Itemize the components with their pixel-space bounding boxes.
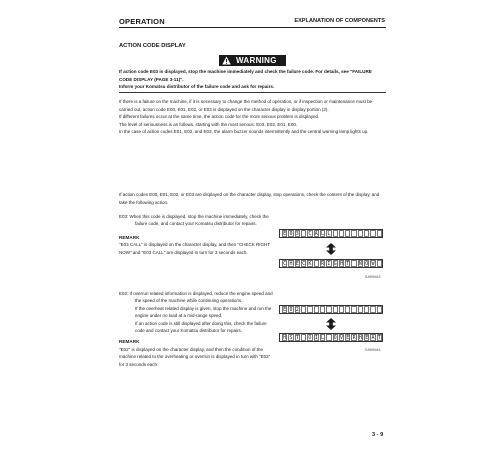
lcd-cell [377,230,382,236]
e03-lcd-top [279,229,383,238]
lcd-cell [358,230,363,236]
lcd-cell: L [321,231,325,238]
lcd-cell: L [327,231,331,238]
warning-triangle-icon [222,56,231,65]
intro-paragraph [119,98,386,136]
lcd-cell [301,306,306,312]
e02-line-1: If overrun related information is displayed, reduce the engine speed and the speed of the machine while continuing operations. [129,291,273,304]
lcd-cell: K [308,261,312,268]
e02-remark: "E02" is displayed on the character display, and then the condition of the machine related to the overheating or overrun is displayed in turn with "E02" for 3 seconds each. [119,346,271,367]
lcd-cell: A [314,231,318,238]
lcd-cell [333,230,338,236]
lcd-cell [377,306,382,312]
lcd-cell: O [308,335,312,342]
lcd-cell [301,334,306,340]
lcd-cell: 3 [295,231,299,238]
lcd-cell: H [358,335,362,342]
lcd-cell: R [321,261,325,268]
lcd-cell [339,306,344,312]
lcd-cell [326,306,331,312]
lcd-cell: E [365,335,369,342]
warning-banner [219,55,286,66]
lcd-cell: L [321,335,325,342]
lcd-cell: T [346,261,350,268]
lcd-cell [351,306,356,312]
e03-figure-id: 9JH09443 [365,275,381,279]
lcd-cell: R [352,335,356,342]
header-section: OPERATION [119,17,165,26]
lcd-cell [339,230,344,236]
e02-remark-label: REMARK [119,339,140,345]
lcd-cell: T [295,335,299,342]
lcd-cell [320,306,325,312]
warning-label: WARNING [236,56,277,65]
e02-description [119,290,274,305]
page-title: ACTION CODE DISPLAY [119,43,186,49]
lcd-cell: C [308,231,312,238]
lcd-cell [345,230,350,236]
lcd-cell: S [289,335,293,342]
header-rule [119,27,386,28]
lcd-cell: H [339,261,343,268]
e02-line-3: If an action code is still displayed after doing this, check the failure code and contact your Komatsu distributor for repairs. [135,320,267,334]
warning-line-1: If action code E03 is displayed, stop the machine immediately and check the failure code. For details, see "FAILURE CODE DISPLAY (PAGE 3-11)". [119,69,372,82]
up-down-arrow-icon [326,318,336,330]
e02-lcd-top [279,305,383,314]
intro-line-1: If there is a failure on the machine, if it is necessary to change the method of operation, or if inspection or maintenance must be carried out, action code E00, E01, E02, or E03 is displayed on the character display in display portion (2). [119,99,373,112]
lcd-cell: I [314,335,318,342]
lcd-cell: G [333,261,337,268]
lcd-cell [314,260,319,266]
lcd-cell: O [365,261,369,268]
warning-rule [119,92,386,93]
e02-code: E02: [119,291,129,296]
lcd-cell: 2 [295,307,299,314]
header-chapter: EXPLANATION OF COMPONENTS [294,18,385,24]
lcd-cell [364,306,369,312]
warning-text [119,68,386,91]
lcd-cell: N [358,261,362,268]
lcd-cell: H [289,261,293,268]
lcd-cell [345,306,350,312]
lcd-cell: W [371,261,375,268]
lcd-cell: C [283,261,287,268]
e02-lcd-bottom [279,333,383,342]
lcd-cell: H [283,335,287,342]
lcd-cell [370,306,375,312]
lcd-cell [351,260,356,266]
lcd-cell: V [339,335,343,342]
lcd-cell [307,306,312,312]
up-down-arrow-icon [326,243,336,255]
lcd-cell [370,230,375,236]
warning-line-2: Inform your Komatsu distributor of the failure code and ask for repairs. [119,84,275,90]
e03-code: E03: [119,214,129,219]
lcd-cell [333,306,338,312]
lcd-cell [351,230,356,236]
e03-lcd-bottom [279,259,383,268]
lcd-cell: C [302,261,306,268]
intro-line-3: The level of seriousness is as follows, starting with the most serious: E03, E02, E01, E00. [119,121,298,127]
lcd-cell [358,306,363,312]
page-number: 3 - 9 [372,432,384,438]
e03-remark: "E03 CALL" is displayed on the character display, and then "CHECK RIGHT NOW" and "E03 CALL" are displayed in turn for 3 seconds each. [119,242,270,255]
e02-line-2: If the overheat related display is given, stop the machine and run the engine under no load at a mid-range speed. [135,305,272,319]
lcd-cell [326,334,331,340]
e03-block [119,213,274,256]
lcd-cell: A [371,335,375,342]
lcd-cell: 0 [289,307,293,314]
lcd-cell: T [377,335,381,342]
lcd-cell: I [327,261,331,268]
lcd-cell: E [346,335,350,342]
intro-paragraph-2: If action codes E00, E01, E02, or E03 are displayed on the character display, stop operations, check the content of the display, and take the following action. [119,192,380,205]
lcd-cell: O [333,335,337,342]
e02-figure-id: 9JH09444 [365,348,381,352]
lcd-cell: E [295,261,299,268]
e03-remark-label: REMARK [119,234,140,240]
lcd-cell [314,306,319,312]
lcd-cell: 0 [289,231,293,238]
e03-text: When this code is displayed, stop the machine immediately, check the failure code, and contact your Komatsu distributor for repairs. [129,214,269,227]
lcd-cell: E [283,307,287,314]
lcd-cell [377,260,382,266]
lcd-cell [301,230,306,236]
e02-block [119,290,274,368]
e03-description [119,213,274,228]
intro-line-2: If different failures occur at the same time, the action code for the more serious problem is displayed. [119,114,320,119]
intro-line-4: In the case of action codes E01, E02, and E03, the alarm buzzer sounds intermittently and the central warning lamp lights up. [119,129,369,134]
lcd-cell [364,230,369,236]
lcd-cell: E [283,231,287,238]
